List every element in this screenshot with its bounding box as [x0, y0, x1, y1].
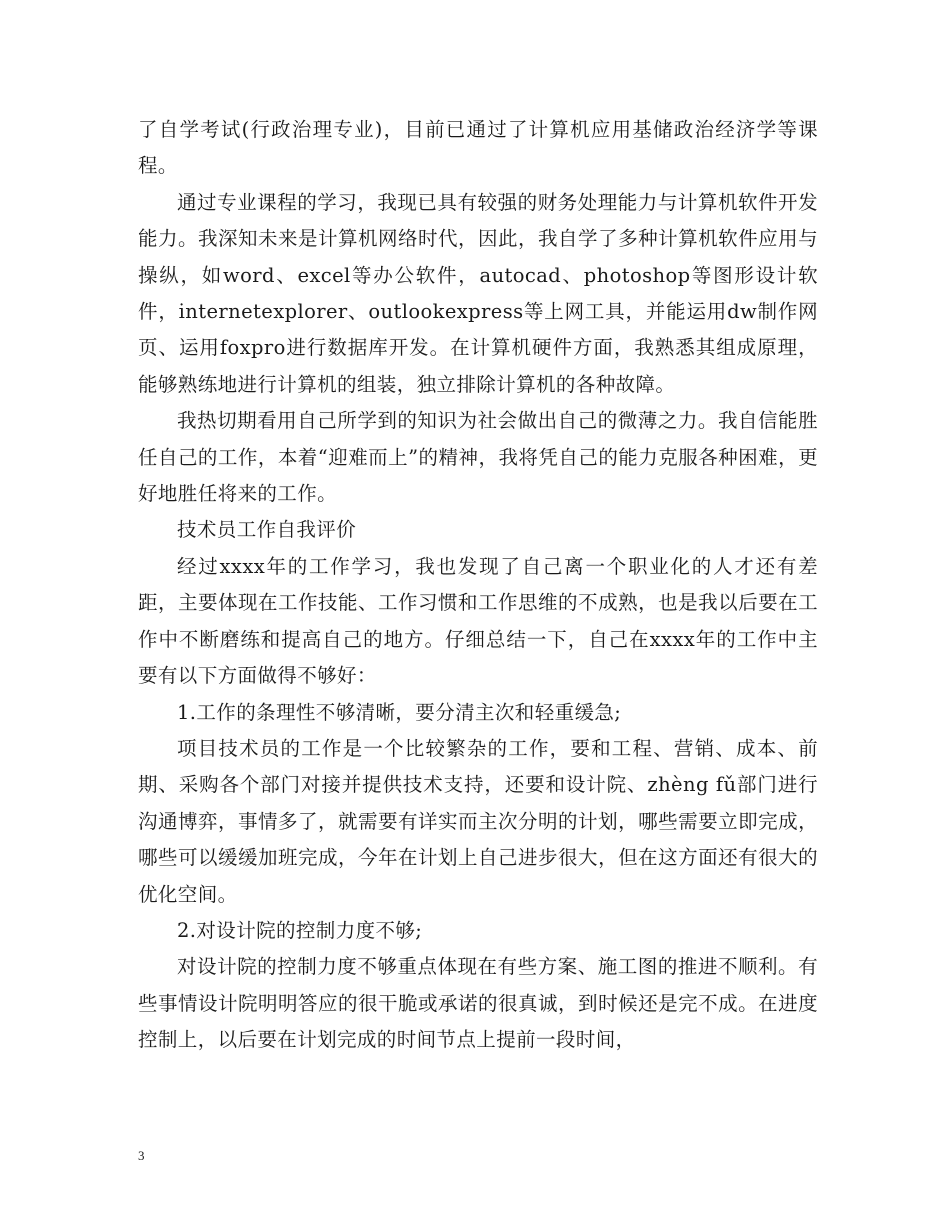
list-item-1: 1.工作的条理性不够清晰，要分清主次和轻重缓急; — [177, 700, 622, 724]
paragraph-6: 对设计院的控制力度不够重点体现在有些方案、施工图的推进不顺利。有些事情设计院明明答应的很干脆或承诺的很真诚，到时候还是完不成。在进度控制上，以后要在计划完成的时间节点上提前一段时间， — [138, 955, 818, 1052]
list-item-2: 2.对设计院的控制力度不够; — [177, 918, 423, 942]
paragraph-2: 通过专业课程的学习，我现已具有较强的财务处理能力与计算机软件开发能力。我深知未来是计算机网络时代，因此，我自学了多种计算机软件应用与操纵，如word、excel等办公软件，autocad、photoshop等图形设计软件，internetexplorer、outlookexpress等上网工具，并能运用dw制作网页、运用foxpro进行数据库开发。在计算机硬件方面，我熟悉其组成原理，能够熟练地进行计算机的组装，独立排除计算机的各种故障。 — [138, 190, 818, 396]
document-body — [138, 112, 818, 1059]
paragraph-1: 了自学考试(行政治理专业)，目前已通过了计算机应用基储政治经济学等课程。 — [138, 118, 818, 178]
paragraph-4: 经过xxxx年的工作学习，我也发现了自己离一个职业化的人才还有差距，主要体现在工作技能、工作习惯和工作思维的不成熟，也是我以后要在工作中不断磨练和提高自己的地方。仔细总结一下，自己在xxxx年的工作中主要有以下方面做得不够好： — [138, 554, 818, 688]
section-heading: 技术员工作自我评价 — [177, 518, 357, 542]
page-number: 3 — [138, 1148, 145, 1163]
paragraph-5: 项目技术员的工作是一个比较繁杂的工作，要和工程、营销、成本、前期、采购各个部门对接并提供技术支持，还要和设计院、zhèng fǔ部门进行沟通博弈，事情多了，就需要有详实而主次分明的计划，哪些需要立即完成，哪些可以缓缓加班完成，今年在计划上自己进步很大，但在这方面还有很大的优化空间。 — [138, 736, 818, 906]
paragraph-3: 我热切期看用自己所学到的知识为社会做出自己的微薄之力。我自信能胜任自己的工作，本着“迎难而上”的精神，我将凭自己的能力克服各种困难，更好地胜任将来的工作。 — [138, 409, 818, 506]
